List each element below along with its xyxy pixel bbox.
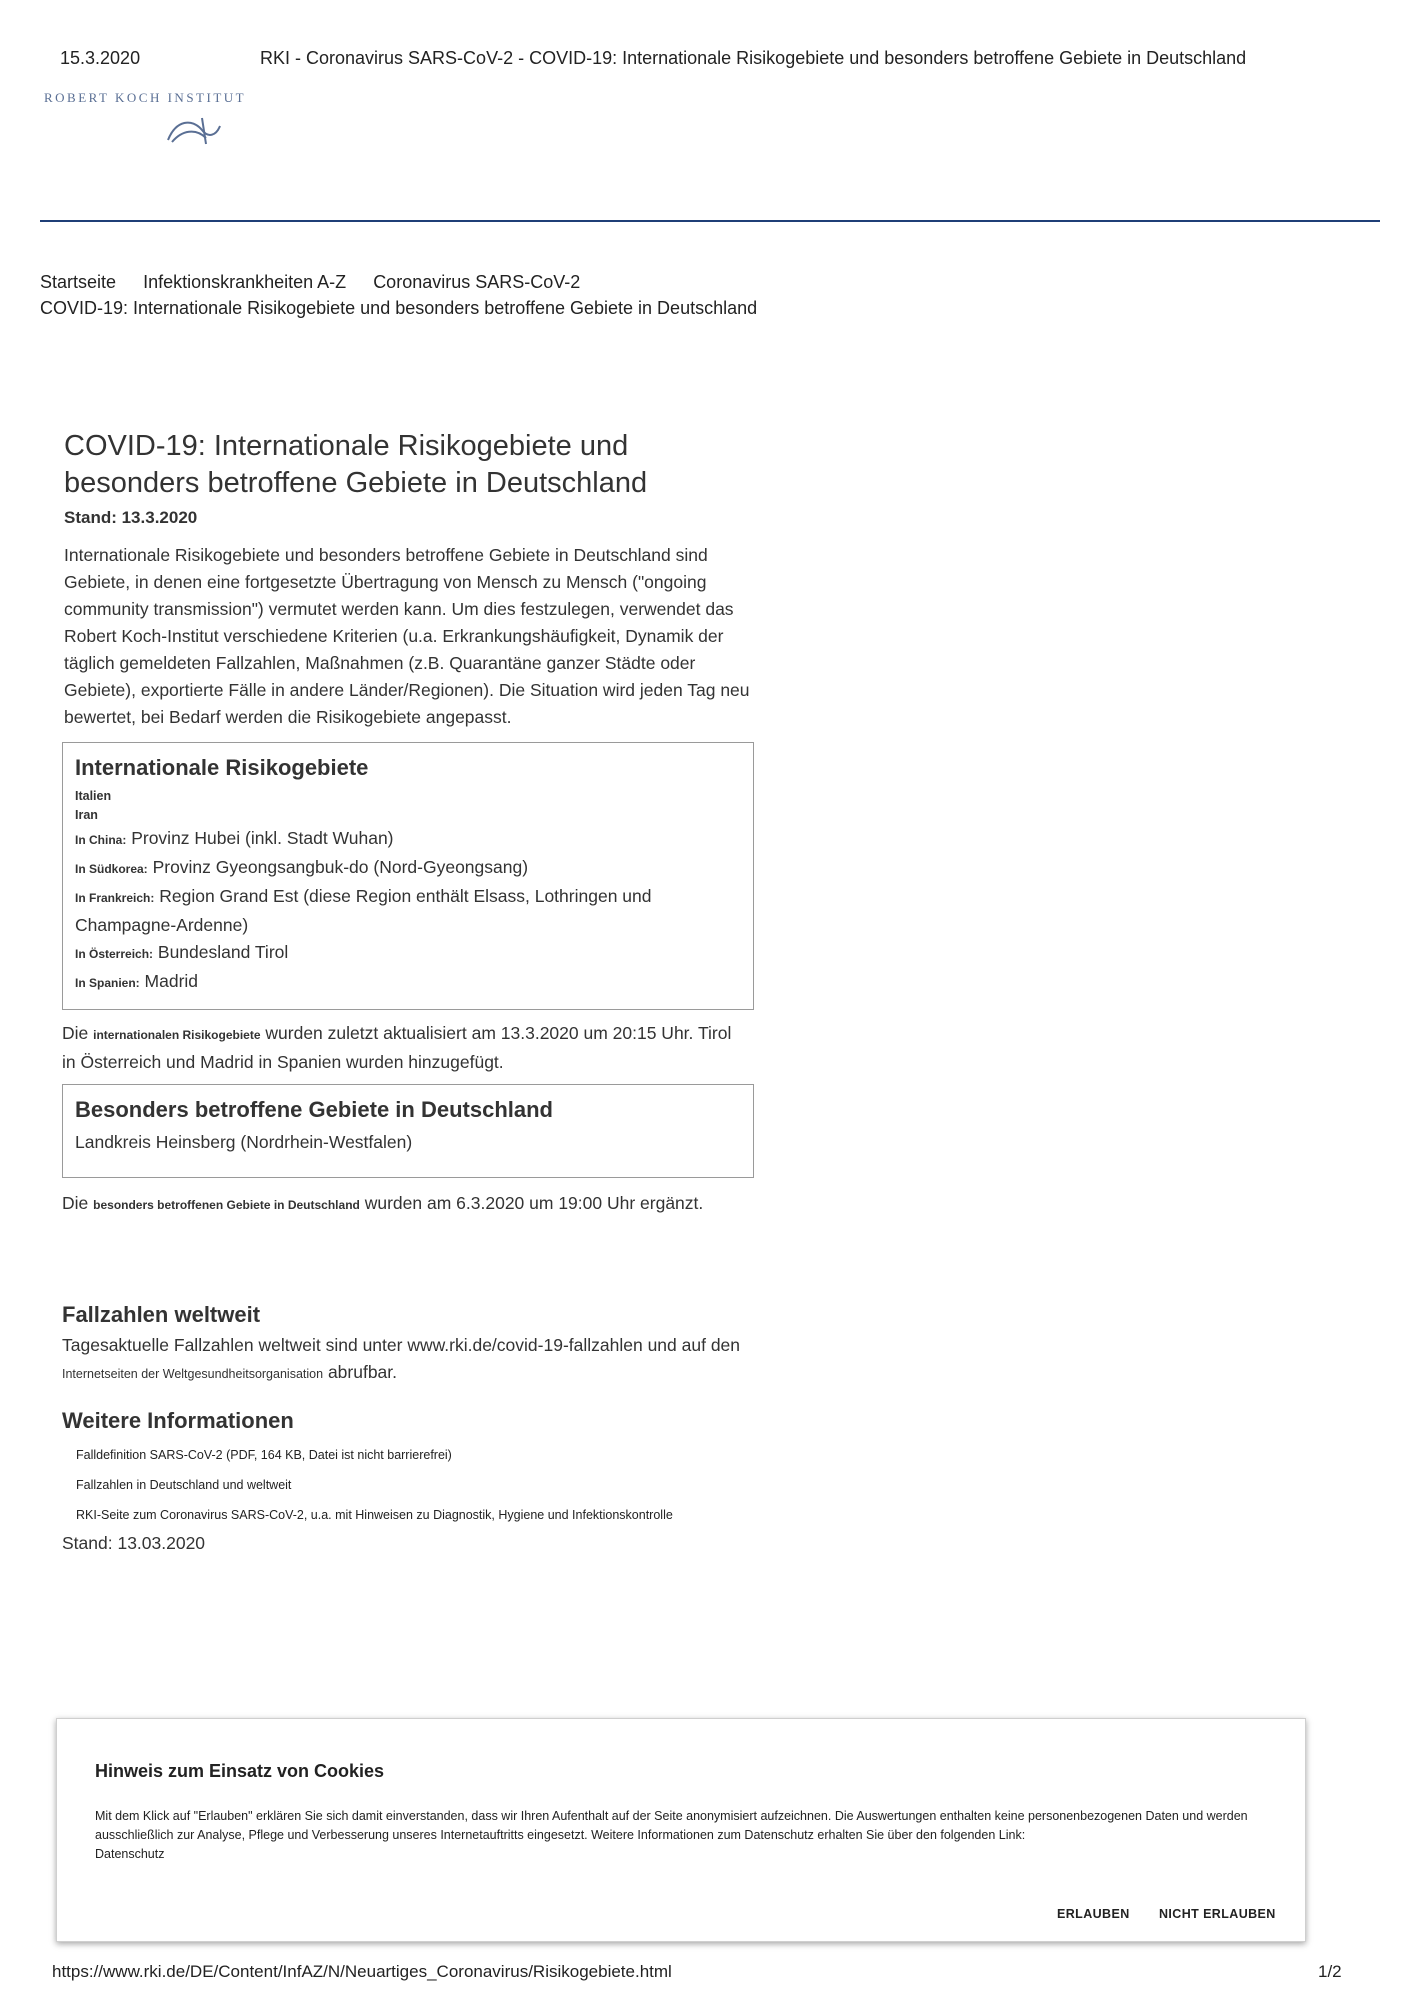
de-risk-heinsberg: Landkreis Heinsberg (Nordrhein-Westfalen)	[75, 1132, 413, 1152]
print-footer-page: 1/2	[1318, 1962, 1342, 1981]
region-china	[75, 825, 741, 854]
article-intro: Internationale Risikogebiete und besonders betroffene Gebiete in Deutschland sind Gebiete, in denen eine fortgesetzte Übertragung von Mensch zu Mensch ("ongoing community transmission") vermutet werden kann. Um dies festzulegen, verwendet das Robert Koch-Institut verschiedene Kriterien (u.a. Erkrankungshäufigkeit, Dynamik der täglich gemeldeten Fallzahlen, Maßnahmen (z.B. Quarantäne ganzer Städte oder Gebiete), exportierte Fälle in andere Länder/Regionen). Die Situation wird jeden Tag neu bewertet, bei Bedarf werden die Risikogebiete angepasst.	[64, 545, 750, 727]
cookie-banner	[56, 1718, 1306, 1942]
region-label: In Südkorea:	[75, 862, 148, 876]
region-label: In Frankreich:	[75, 891, 155, 905]
link-fallzahlen[interactable]: Fallzahlen in Deutschland und weltweit	[76, 1478, 292, 1492]
region-spanien	[75, 968, 741, 997]
print-date: 15.3.2020	[60, 48, 141, 68]
note-rest: wurden zuletzt aktualisiert am 13.3.2020 um 20:15 Uhr. Tirol in Österreich und Madrid in Spanien wurden hinzugefügt.	[62, 1023, 732, 1072]
who-link[interactable]: Internetseiten der Weltgesundheitsorganisation	[62, 1367, 324, 1381]
cookie-body: Mit dem Klick auf "Erlauben" erklären Sie sich damit einverstanden, dass wir Ihren Aufenthalt auf der Seite anonymisiert aufzeichnen. Die Auswertungen enthalten keine personenbezogenen Daten und werden ausschließlich zur Analyse, Pflege und Verbesserung unseres Internetauftritts eingesetzt. Weitere Informationen zum Datenschutz erhalten Sie über den folgenden Link:	[95, 1809, 1248, 1842]
breadcrumb-coronavirus[interactable]: Coronavirus SARS-CoV-2	[373, 272, 581, 292]
de-risk-title: Besonders betroffene Gebiete in Deutschland	[75, 1097, 553, 1122]
weitere-links	[76, 1446, 752, 1524]
print-footer-url: https://www.rki.de/DE/Content/InfAZ/N/Neuartiges_Coronavirus/Risikogebiete.html	[52, 1962, 672, 1981]
region-oesterreich	[75, 939, 741, 968]
intl-risk-box	[62, 742, 754, 1010]
region-frankreich	[75, 883, 741, 939]
intl-risk-link[interactable]: internationalen Risikogebiete	[93, 1028, 261, 1042]
breadcrumb-startseite[interactable]: Startseite	[40, 272, 117, 292]
article-stand: Stand: 13.3.2020	[64, 508, 198, 527]
cookie-title: Hinweis zum Einsatz von Cookies	[95, 1761, 385, 1781]
country-italien: Italien	[75, 789, 112, 803]
region-text: Madrid	[144, 971, 199, 991]
list-item	[76, 1476, 752, 1494]
cookie-deny-button[interactable]: NICHT ERLAUBEN	[1159, 1907, 1276, 1921]
fallzahlen-heading: Fallzahlen weltweit	[62, 1302, 261, 1327]
region-label: In China:	[75, 833, 127, 847]
page-title-line1: COVID-19: Internationale Risikogebiete und	[64, 430, 629, 462]
de-update-note	[62, 1190, 742, 1219]
datenschutz-link[interactable]: Datenschutz	[95, 1847, 165, 1861]
rki-logo[interactable]	[44, 90, 264, 106]
list-item	[76, 1506, 676, 1524]
print-page-title: RKI - Coronavirus SARS-CoV-2 - COVID-19: Internationale Risikogebiete und besonders betroffene Gebiete in Deutschland	[260, 48, 1247, 68]
page-title	[64, 428, 754, 502]
region-text: Region Grand Est (diese Region enthält Elsass, Lothringen und Champagne-Ardenne)	[75, 886, 652, 935]
region-suedkorea	[75, 854, 741, 883]
region-text: Provinz Hubei (inkl. Stadt Wuhan)	[131, 828, 394, 848]
page-title-line2: besonders betroffene Gebiete in Deutschland	[64, 467, 648, 499]
link-falldefinition[interactable]: Falldefinition SARS-CoV-2 (PDF, 164 KB, Datei ist nicht barrierefrei)	[76, 1448, 452, 1462]
breadcrumb-infektionskrankheiten[interactable]: Infektionskrankheiten A-Z	[143, 272, 347, 292]
fallzahlen-text-b: abrufbar.	[327, 1362, 398, 1382]
header-divider	[40, 220, 1380, 222]
weitere-heading: Weitere Informationen	[62, 1408, 294, 1433]
breadcrumb	[40, 272, 602, 293]
region-text: Bundesland Tirol	[157, 942, 289, 962]
fallzahlen-text	[62, 1332, 752, 1388]
cookie-allow-button[interactable]: ERLAUBEN	[1057, 1907, 1130, 1921]
intl-risk-title: Internationale Risikogebiete	[75, 755, 369, 780]
region-label: In Österreich:	[75, 947, 154, 961]
note-rest: wurden am 6.3.2020 um 19:00 Uhr ergänzt.	[364, 1193, 704, 1213]
note-prefix: Die	[62, 1023, 89, 1043]
weitere-stand: Stand: 13.03.2020	[62, 1533, 206, 1553]
fallzahlen-section	[62, 1302, 752, 1388]
region-label: In Spanien:	[75, 976, 140, 990]
article-header	[64, 428, 754, 731]
weitere-section	[62, 1408, 752, 1557]
link-rki-coronavirus[interactable]: RKI-Seite zum Coronavirus SARS-CoV-2, u.a. mit Hinweisen zu Diagnostik, Hygiene und Infektionskontrolle	[76, 1508, 673, 1522]
rki-logo-icon	[162, 112, 222, 148]
country-iran: Iran	[75, 808, 98, 822]
fallzahlen-text-a: Tagesaktuelle Fallzahlen weltweit sind unter www.rki.de/covid-19-fallzahlen und auf den	[62, 1335, 741, 1355]
de-risk-link[interactable]: besonders betroffenen Gebiete in Deutschland	[93, 1198, 360, 1212]
note-prefix: Die	[62, 1193, 89, 1213]
list-item	[76, 1446, 752, 1464]
breadcrumb-current: COVID-19: Internationale Risikogebiete und besonders betroffene Gebiete in Deutschland	[40, 298, 758, 318]
de-risk-box	[62, 1084, 754, 1178]
cookie-text	[95, 1807, 1265, 1864]
logo-text: ROBERT KOCH INSTITUT	[44, 90, 247, 105]
region-text: Provinz Gyeongsangbuk-do (Nord-Gyeongsang)	[152, 857, 529, 877]
intl-update-note	[62, 1020, 742, 1076]
